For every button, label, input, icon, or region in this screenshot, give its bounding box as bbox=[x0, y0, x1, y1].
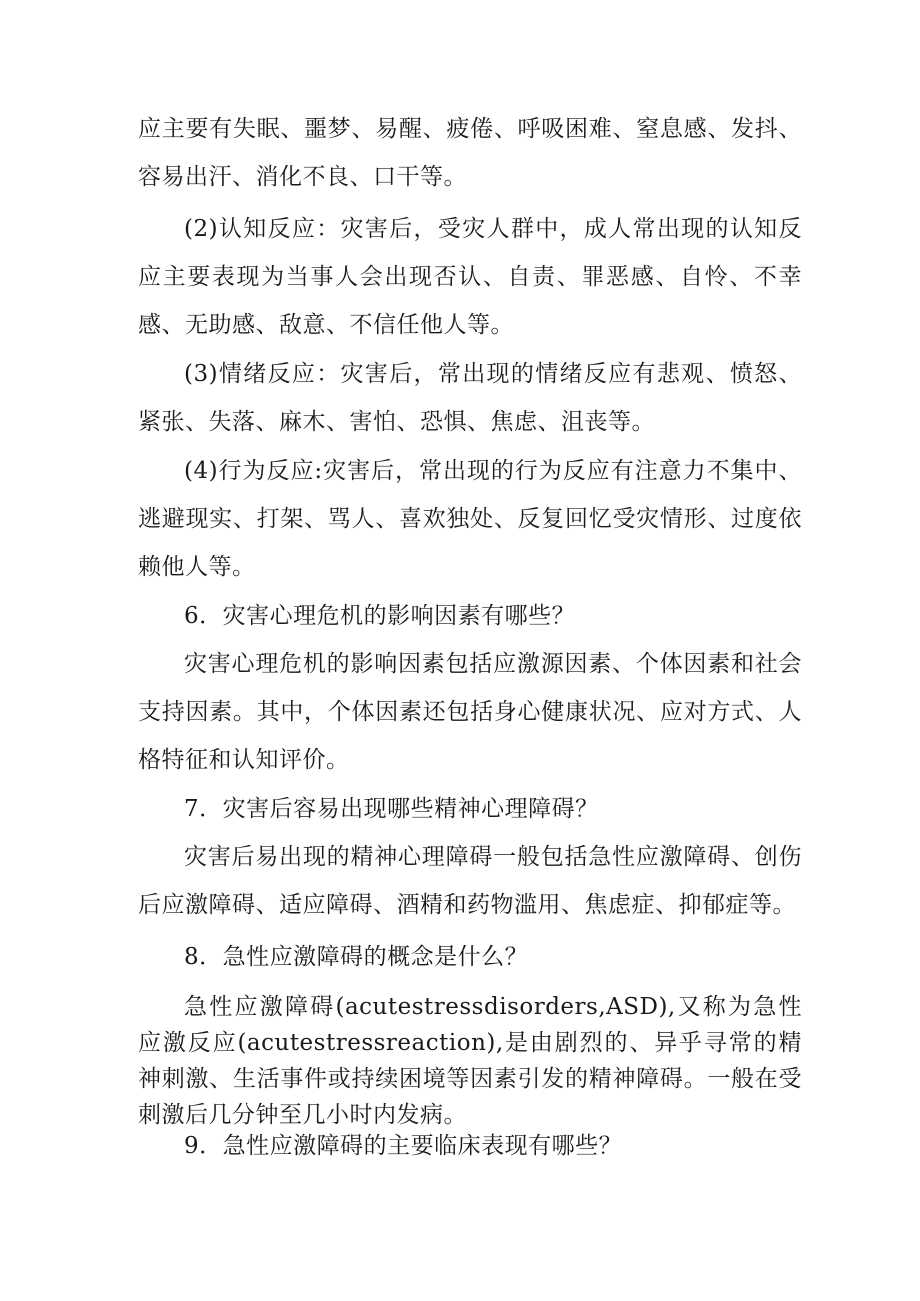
paragraph-cognitive-reactions: (2)认知反应：灾害后，受灾人群中，成人常出现的认知反应主要表现为当事人会出现否认、自责、罪恶感、自怜、不幸感、无助感、敌意、不信任他人等。 bbox=[138, 216, 802, 338]
question-8-heading: 8．急性应激障碍的概念是什么？ bbox=[184, 944, 529, 970]
question-6-heading: 6．灾害心理危机的影响因素有哪些？ bbox=[184, 603, 576, 629]
question-7-heading: 7．灾害后容易出现哪些精神心理障碍？ bbox=[184, 796, 599, 822]
answer-8-paragraph: 急性应激障碍(acutestressdisorders,ASD),又称为急性应激反应(acutestressreaction),是由剧烈的、异乎寻常的精神刺激、生活事件或持续困境等因素引发的精神障碍。一般在受刺激后几分钟至几小时内发病。 bbox=[138, 994, 802, 1128]
paragraph-physical-reactions: 应主要有失眠、噩梦、易醒、疲倦、呼吸困难、窒息感、发抖、容易出汗、消化不良、口干等。 bbox=[138, 116, 802, 190]
question-9-heading: 9．急性应激障碍的主要临床表现有哪些？ bbox=[184, 1133, 623, 1159]
answer-7-paragraph: 灾害后易出现的精神心理障碍一般包括急性应激障碍、创伤后应激障碍、适应障碍、酒精和药物滥用、焦虑症、抑郁症等。 bbox=[138, 844, 802, 918]
paragraph-behavioral-reactions: (4)行为反应:灾害后，常出现的行为反应有注意力不集中、逃避现实、打架、骂人、喜欢独处、反复回忆受灾情形、过度依赖他人等。 bbox=[138, 458, 802, 580]
answer-6-paragraph: 灾害心理危机的影响因素包括应激源因素、个体因素和社会支持因素。其中，个体因素还包括身心健康状况、应对方式、人格特征和认知评价。 bbox=[138, 651, 802, 773]
paragraph-emotional-reactions: (3)情绪反应：灾害后，常出现的情绪反应有悲观、愤怒、紧张、失落、麻木、害怕、恐惧、焦虑、沮丧等。 bbox=[138, 361, 802, 435]
